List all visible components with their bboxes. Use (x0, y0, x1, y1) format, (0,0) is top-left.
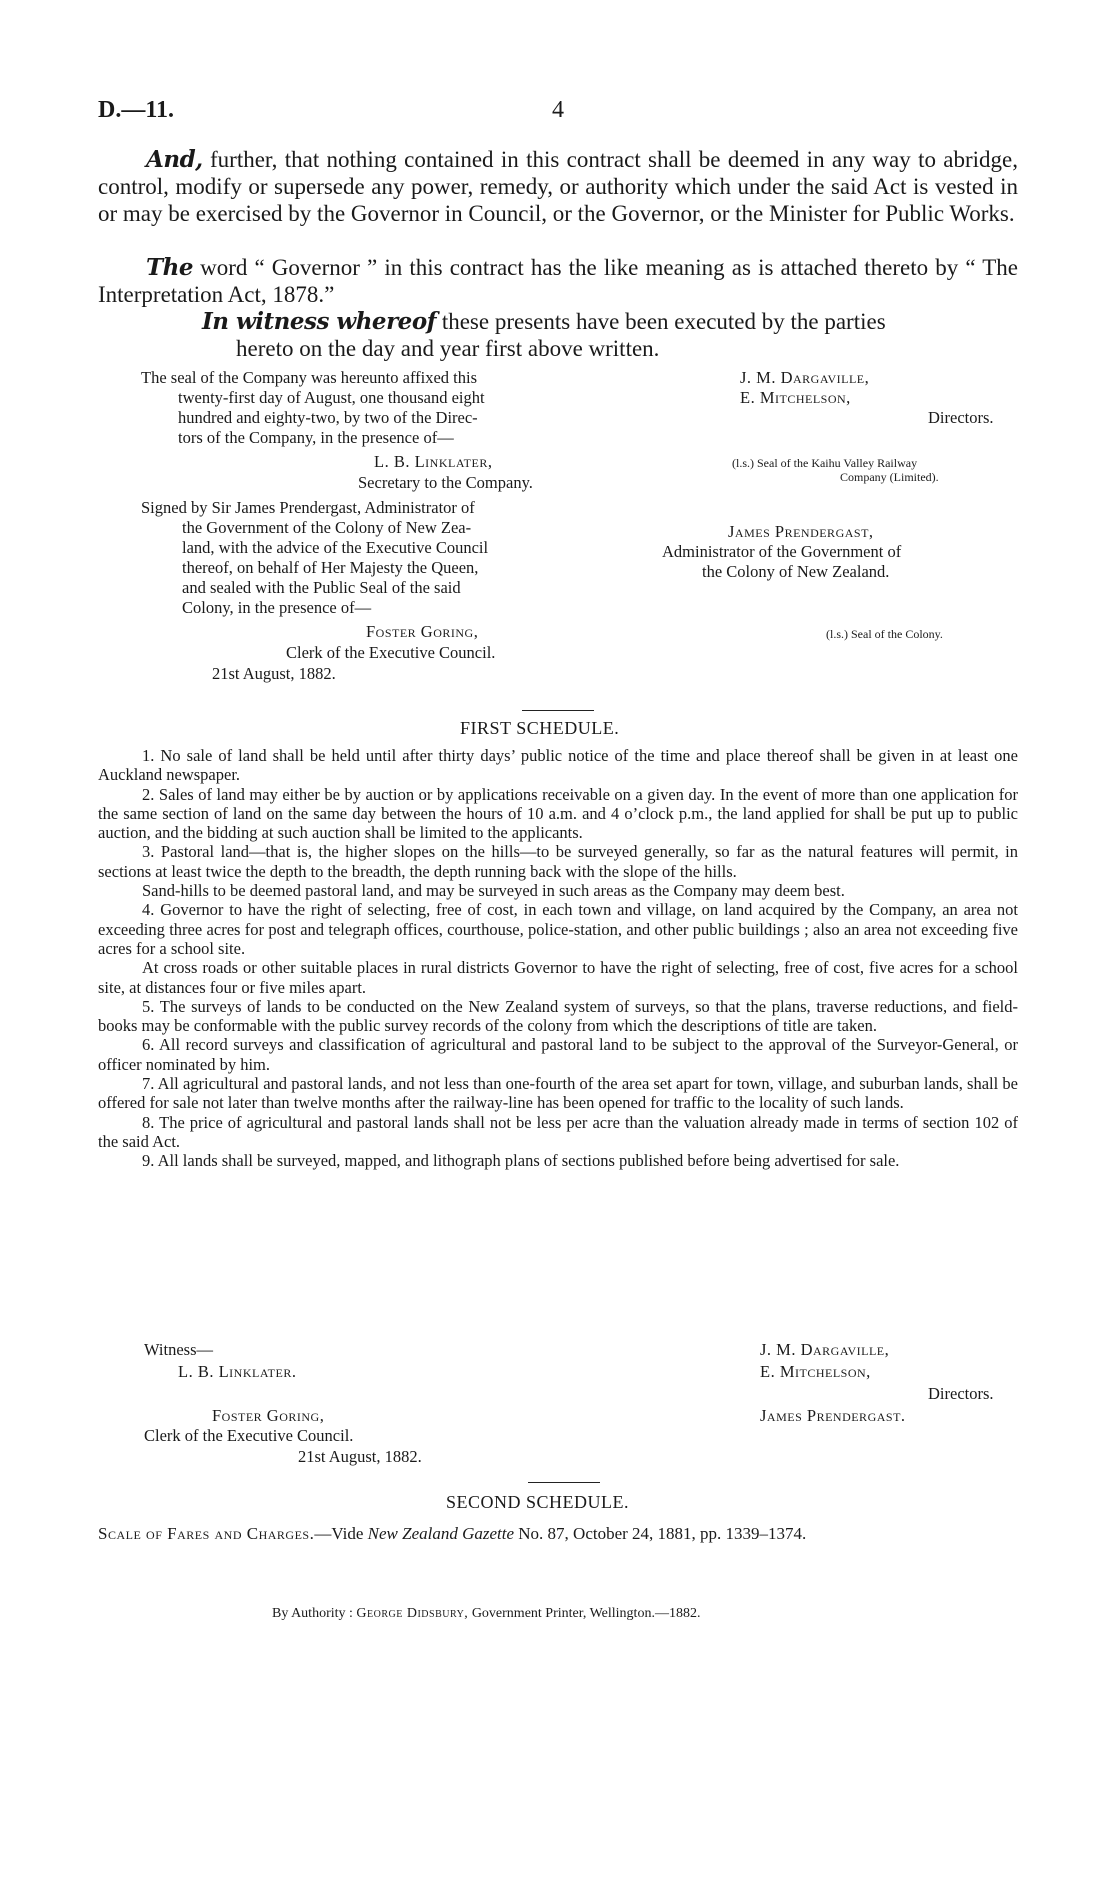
printer-name: George Didsbury, (356, 1606, 469, 1621)
schedule-date: 21st August, 1882. (298, 1447, 422, 1466)
witness-lead: In witness whereof (202, 308, 437, 335)
second-schedule-label: Scale of Fares and Charges. (98, 1524, 315, 1543)
schedule-clerk-name: Foster Goring, (212, 1406, 325, 1425)
execution-date: 21st August, 1882. (212, 664, 336, 683)
govt-signed-line-3: land, with the advice of the Executive Council (182, 538, 489, 557)
divider (522, 710, 594, 711)
company-seal-line-4: tors of the Company, in the presence of— (178, 428, 454, 447)
administrator-name: James Prendergast, (728, 522, 874, 541)
clause-lead: And, (146, 146, 203, 173)
secretary-name: L. B. Linklater, (374, 452, 493, 471)
company-seal-line-3: hundred and eighty-two, by two of the Direc- (178, 408, 478, 427)
first-schedule-title: FIRST SCHEDULE. (460, 718, 620, 738)
witness-clause-line2: hereto on the day and year first above written. (236, 336, 660, 361)
list-item: 2. Sales of land may either be by auction or by applications receivable on a given day. In the event of more than one application for the same section of land on the same day between the hours of 10 a.m. and 4 o’clock p.m., the land applied for shall be put up to public auction, and the bidding at such auction shall be limited to the applicants. (98, 784, 1018, 843)
schedule-director-1: J. M. Dargaville, (760, 1340, 890, 1359)
second-schedule-title: SECOND SCHEDULE. (446, 1492, 630, 1512)
director-2: E. Mitchelson, (740, 388, 851, 407)
clause-text: word “ Governor ” in this contract has the like meaning as is attached thereto by “ The Interpretation Act, 1878.” (98, 255, 1018, 307)
first-schedule-list (98, 746, 1018, 1171)
second-schedule-vide: —Vide (314, 1524, 368, 1543)
schedule-clerk-title: Clerk of the Executive Council. (144, 1426, 354, 1445)
directors-title: Directors. (928, 408, 994, 427)
gazette-name: New Zealand Gazette (367, 1524, 515, 1543)
list-item: 7. All agricultural and pastoral lands, and not less than one-fourth of the area set apart for town, village, and suburban lands, shall be offered for sale not later than twelve months after the railway-line has been opened for traffic to the locality of such lands. (98, 1074, 1018, 1113)
company-seal-label-2: Company (Limited). (840, 470, 939, 484)
govt-signed-line-5: and sealed with the Public Seal of the said (182, 578, 461, 597)
govt-signed-line-2: the Government of the Colony of New Zea- (182, 518, 472, 537)
list-item: 6. All record surveys and classification of agricultural and pastoral land to be subject to the approval of the Surveyor-General, or officer nominated by him. (98, 1035, 1018, 1074)
second-schedule-text (98, 1524, 806, 1544)
list-item: 1. No sale of land shall be held until after thirty days’ public notice of the time and place thereof shall be given in at least one Auckland newspaper. (98, 746, 1018, 785)
clause-text: further, that nothing contained in this contract shall be deemed in any way to abridge, control, modify or supersede any power, remedy, or authority which under the said Act is vested in or may be exercised by the Governor in Council, or the Governor, or the Minister for Public Works. (98, 147, 1018, 226)
administrator-title-1: Administrator of the Government of (662, 542, 902, 561)
schedule-director-2: E. Mitchelson, (760, 1362, 871, 1381)
list-item: 5. The surveys of lands to be conducted on the New Zealand system of surveys, so that the plans, traverse reductions, and field-books may be conformable with the public survey records of the colony from which the descriptions of title are taken. (98, 996, 1018, 1036)
list-item: 8. The price of agricultural and pastoral lands shall not be less per acre than the valuation already made in terms of section 102 of the said Act. (98, 1112, 1018, 1151)
clause-and-further (98, 146, 1018, 227)
govt-signed-line-1: Signed by Sir James Prendergast, Administrator of (141, 498, 475, 517)
divider (528, 1482, 600, 1483)
witness-name: L. B. Linklater. (178, 1362, 297, 1381)
list-item: At cross roads or other suitable places in rural districts Governor to have the right of selecting, free of cost, five acres for a school site, at distances four or five miles apart. (98, 958, 1018, 997)
clause-governor-meaning (98, 254, 1018, 308)
colony-seal-label: (l.s.) Seal of the Colony. (826, 627, 943, 641)
company-seal-line-1: The seal of the Company was hereunto affixed this (141, 368, 478, 387)
director-1: J. M. Dargaville, (740, 368, 870, 387)
witness-clause-line1 (202, 308, 886, 335)
schedule-administrator: James Prendergast. (760, 1406, 906, 1425)
list-item: 4. Governor to have the right of selecting, free of cost, in each town and village, on land acquired by the Company, an area not exceeding three acres for post and telegraph offices, courthouse, police-station, and other public buildings ; also an area not exceeding five acres for a school site. (98, 900, 1018, 958)
list-item: 3. Pastoral land—that is, the higher slopes on the hills—to be surveyed generally, so far as the natural features will permit, in sections at least twice the depth to the breadth, the depth running back with the slope of the hills. (98, 842, 1018, 881)
list-item: Sand-hills to be deemed pastoral land, and may be surveyed in such areas as the Company may deem best. (142, 881, 845, 901)
list-item: 9. All lands shall be surveyed, mapped, and lithograph plans of sections published before being advertised for sale. (142, 1151, 900, 1171)
witness-label: Witness— (144, 1340, 213, 1359)
document-reference: D.—11. (98, 97, 175, 123)
witness-text: these presents have been executed by the parties (436, 309, 886, 334)
footer-imprint (272, 1606, 700, 1622)
administrator-title-2: the Colony of New Zealand. (702, 562, 890, 581)
govt-signed-line-4: thereof, on behalf of Her Majesty the Queen, (182, 558, 479, 577)
footer-suffix: Government Printer, Wellington.—1882. (468, 1606, 701, 1621)
gazette-reference: No. 87, October 24, 1881, pp. 1339–1374. (514, 1524, 807, 1543)
company-seal-label-1: (l.s.) Seal of the Kaihu Valley Railway (732, 456, 918, 470)
clerk-title: Clerk of the Executive Council. (286, 643, 496, 662)
secretary-title: Secretary to the Company. (358, 473, 533, 492)
company-seal-line-2: twenty-first day of August, one thousand eight (178, 388, 485, 407)
page-number: 4 (552, 97, 564, 123)
footer-prefix: By Authority : (272, 1606, 357, 1621)
clerk-name: Foster Goring, (366, 622, 479, 641)
govt-signed-line-6: Colony, in the presence of— (182, 598, 372, 617)
clause-lead: The (146, 254, 193, 281)
schedule-directors-title: Directors. (928, 1384, 994, 1403)
